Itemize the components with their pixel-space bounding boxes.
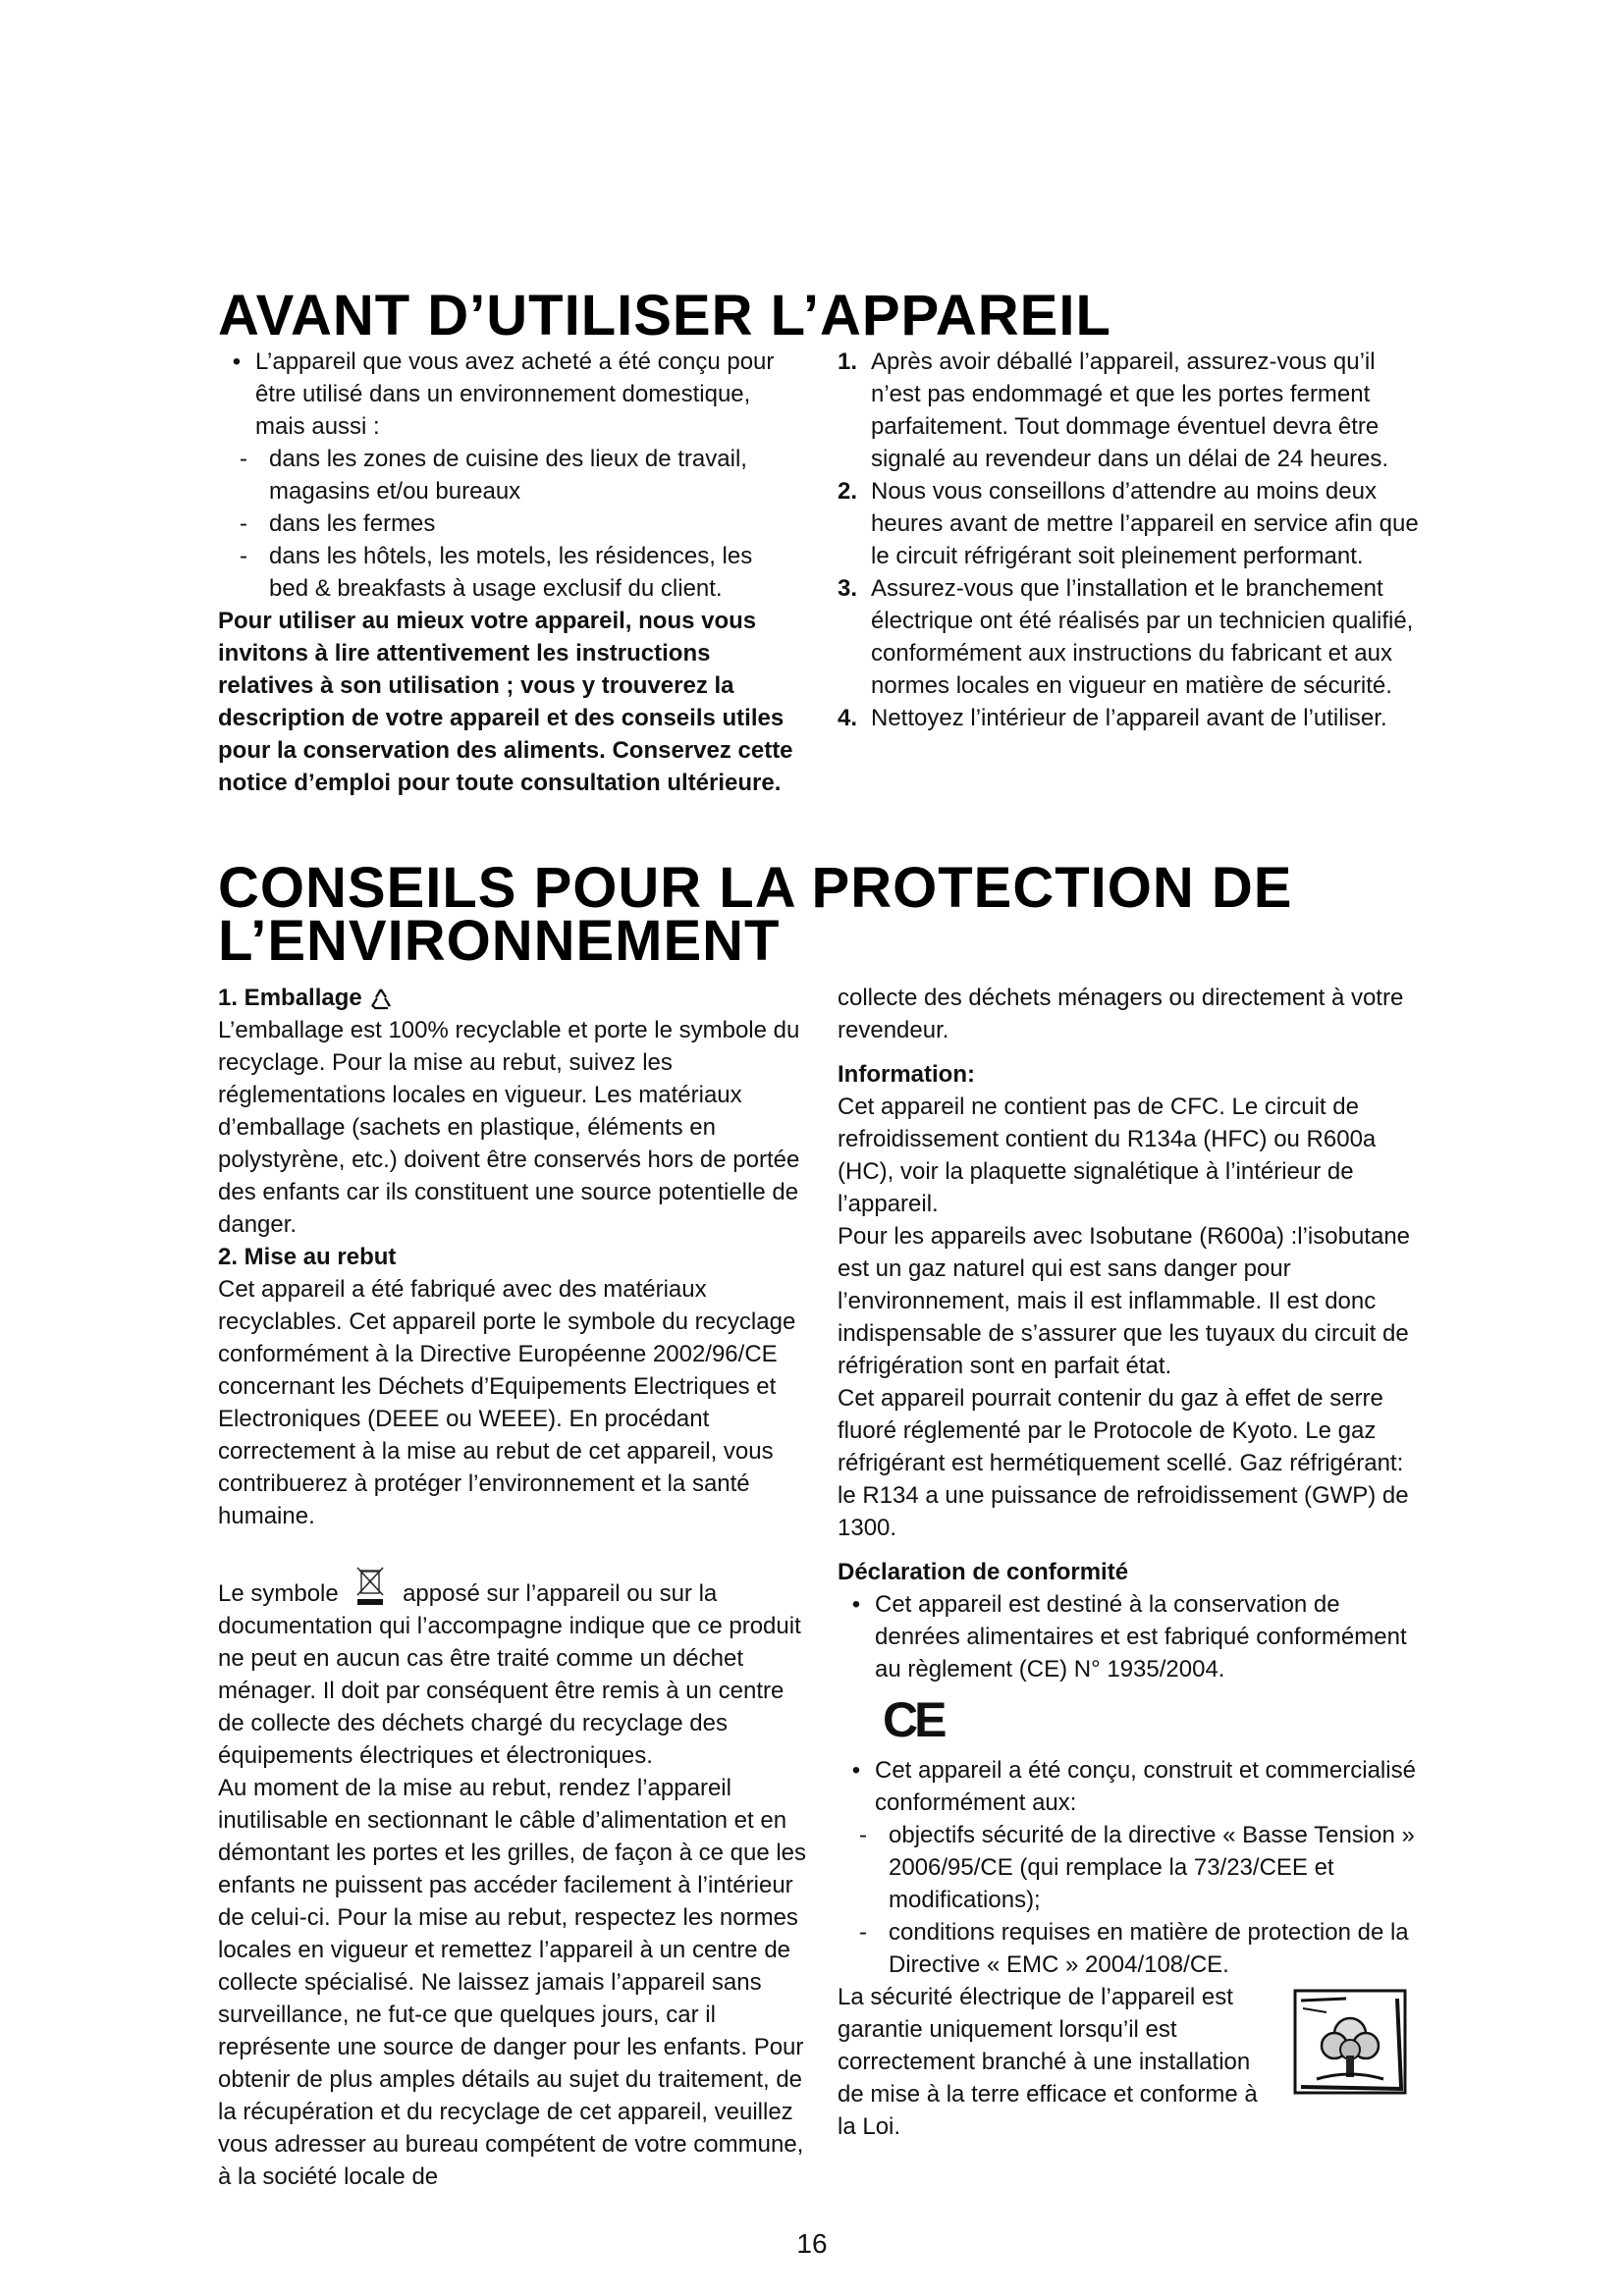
bullet-marker: • [232, 348, 242, 375]
securite-block [838, 1981, 1427, 2143]
symbole-paragraph: Le symbole apposé sur l’appareil ou sur la documentation qui l’accompagne indique que ce produit ne peut en aucun cas être traité comme un déchet ménager. Il doit par conséquent être remis à un centre de collecte des déchets chargé du recyclage des équipements électriques et électroniques. [218, 1564, 807, 1772]
rebut-heading: 2. Mise au rebut [218, 1244, 397, 1270]
numbered-item: 3. Assurez-vous que l’installation et le branchement électrique ont été réalisés par un technicien qualifié, conformément aux instructions du fabricant et aux normes locales en vigueur en matière de sécurité. [838, 575, 1414, 699]
declaration-bullet: • Cet appareil a été conçu, construit et commercialisé conformément aux: [851, 1757, 1416, 1816]
section2-right-column [838, 982, 1427, 2143]
isobutane-text: Pour les appareils avec Isobutane (R600a) :l’isobutane est un gaz naturel qui est sans danger pour l’environnement, mais il est inflammable. Il est donc indispensable de s’assurer que les tuyaux du circuit de réfrigération sont en parfait état. [838, 1223, 1411, 1379]
recycle-icon [368, 987, 394, 1012]
numbered-item: 4. Nettoyez l’intérieur de l’appareil avant de l’utiliser. [838, 705, 1387, 731]
section2-left-column [218, 982, 807, 2193]
declaration-heading: Déclaration de conformité [838, 1559, 1129, 1585]
directive-dash-item: - objectifs sécurité de la directive « Basse Tension » 2006/95/CE (qui remplace la 73/23/CEE et modifications); [859, 1822, 1415, 1913]
environment-tree-icon [1287, 1985, 1415, 2103]
moment-text: Au moment de la mise au rebut, rendez l’appareil inutilisable en sectionnant le câble d’alimentation et en démontant les portes et les grilles, de façon à ce que les enfants ne puissent pas accéder facilement à l’intérieur de celui-ci. Pour la mise au rebut, respectez les normes locales en vigueur et remettez l’appareil à un centre de collecte spécialisé. Ne laissez jamais l’appareil sans surveillance, ne fut-ce que quelques jours, car il représente une source de danger pour les enfants. Pour obtenir de plus amples détails au sujet du traitement, de la récupération et du recyclage de cet appareil, veuillez vous adresser au bureau compétent de votre commune, à la société locale de [218, 1775, 807, 2190]
ce-mark: CE [883, 1692, 944, 1747]
page-number: 16 [796, 2228, 828, 2259]
rebut-text: Cet appareil a été fabriqué avec des matériaux recyclables. Cet appareil porte le symbole du recyclage conformément à la Directive Européenne 2002/96/CE concernant les Déchets d’Equipements Electriques et Electroniques (DEEE ou WEEE). En procédant correctement à la mise au rebut de cet appareil, vous contribuerez à protéger l’environnement et la santé humaine. [218, 1276, 796, 1529]
information-text: Cet appareil ne contient pas de CFC. Le circuit de refroidissement contient du R134a (HFC) ou R600a (HC), voir la plaquette signalétique à l’intérieur de l’appareil. [838, 1094, 1377, 1217]
gaz-text: Cet appareil pourrait contenir du gaz à effet de serre fluoré réglementé par le Protocole de Kyoto. Le gaz réfrigérant est hermétiquement scellé. Gaz réfrigérant: le R134 a une puissance de refroidissement (GWP) de 1300. [838, 1385, 1409, 1541]
section-title-conseils-line2: L’ENVIRONNEMENT [218, 909, 781, 973]
emballage-heading: 1. Emballage [218, 982, 807, 1014]
continued-text: collecte des déchets ménagers ou directement à votre revendeur. [838, 985, 1404, 1043]
section1-left-column [218, 346, 797, 799]
numbered-item: 2. Nous vous conseillons d’attendre au moins deux heures avant de mettre l’appareil en service afin que le circuit réfrigérant soit pleinement performant. [838, 478, 1419, 569]
directive-dash-item: - conditions requises en matière de protection de la Directive « EMC » 2004/108/CE. [859, 1919, 1409, 1978]
usage-dash-item: - dans les fermes [240, 510, 436, 537]
declaration-bullet: • Cet appareil est destiné à la conservation de denrées alimentaires et est fabriqué conformément au règlement (CE) N° 1935/2004. [851, 1591, 1407, 1682]
usage-dash-item: - dans les hôtels, les motels, les résidences, les bed & breakfasts à usage exclusif du client. [240, 543, 753, 602]
section1-right-column [838, 346, 1427, 734]
intro-bullet [218, 346, 797, 443]
intro-text: L’appareil que vous avez acheté a été conçu pour être utilisé dans un environnement domestique, mais aussi : [255, 348, 775, 440]
bold-advice-paragraph: Pour utiliser au mieux votre appareil, nous vous invitons à lire attentivement les instructions relatives à son utilisation ; vous y trouverez la description de votre appareil et des conseils utiles pour la conservation des aliments. Conservez cette notice d’emploi pour toute consultation ultérieure. [218, 608, 793, 796]
emballage-text: L’emballage est 100% recyclable et porte le symbole du recyclage. Pour la mise au rebut, suivez les réglementations locales en vigueur. Les matériaux d’emballage (sachets en plastique, éléments en polystyrène, etc.) doivent être conservés hors de portée des enfants car ils constituent une source potentielle de danger. [218, 1017, 800, 1238]
section-title-conseils-line1: CONSEILS POUR LA PROTECTION DE [218, 856, 1293, 920]
numbered-item: 1. Après avoir déballé l’appareil, assurez-vous qu’il n’est pas endommagé et que les portes ferment parfaitement. Tout dommage éventuel devra être signalé au revendeur dans un délai de 24 heures. [838, 348, 1389, 472]
section-title-avant: AVANT D’UTILISER L’APPAREIL [218, 284, 1111, 347]
information-heading: Information: [838, 1061, 975, 1088]
securite-text: La sécurité électrique de l’appareil est garantie uniquement lorsqu’il est correctement branché à une installation de mise à la terre efficace et conforme à la Loi. [838, 1984, 1258, 2140]
usage-dash-item: - dans les zones de cuisine des lieux de travail, magasins et/ou bureaux [240, 446, 747, 505]
crossed-bin-icon [352, 1564, 388, 1607]
